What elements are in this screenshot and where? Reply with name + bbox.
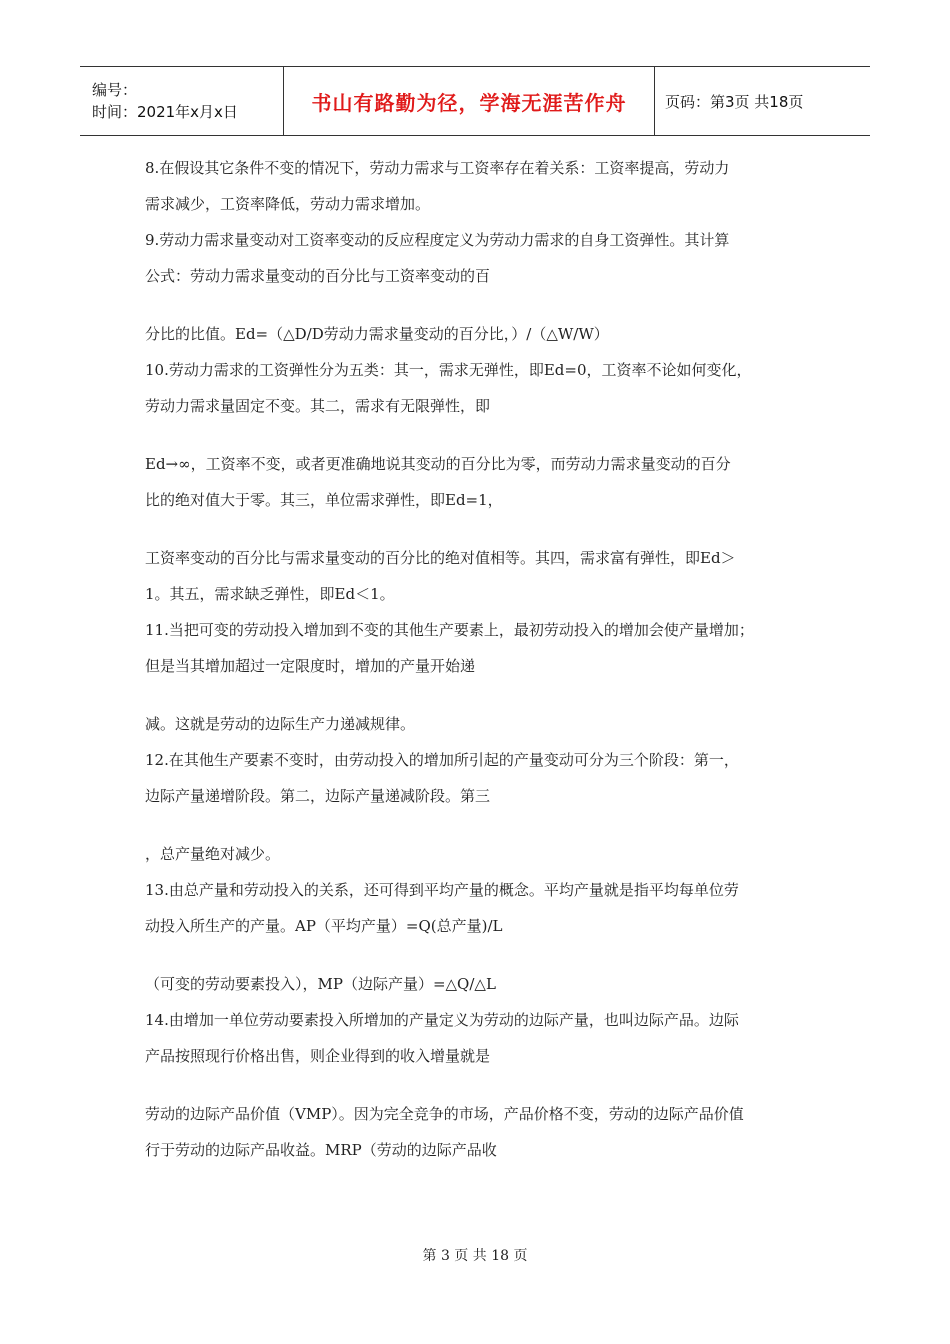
header-motto-cell xyxy=(283,67,655,135)
paragraph-gap xyxy=(145,294,815,316)
paragraph-gap xyxy=(145,944,815,966)
text-line: 工资率变动的百分比与需求量变动的百分比的绝对值相等。其四，需求富有弹性，即Ed＞ xyxy=(145,549,736,567)
text-line: 劳动力需求量固定不变。其二，需求有无限弹性，即 xyxy=(145,397,491,415)
text-line: 1。其五，需求缺乏弹性，即Ed＜1。 xyxy=(145,585,395,603)
paragraph-gap xyxy=(145,1074,815,1096)
page-footer: 第 3 页 共 18 页 xyxy=(422,1248,528,1264)
page-header xyxy=(80,66,870,136)
text-line: 13.由总产量和劳动投入的关系，还可得到平均产量的概念。平均产量就是指平均每单位劳 xyxy=(145,881,739,899)
text-line: 比的绝对值大于零。其三，单位需求弹性，即Ed=1， xyxy=(145,491,503,509)
text-line: 但是当其增加超过一定限度时，增加的产量开始递 xyxy=(145,657,476,675)
document-body xyxy=(145,150,815,1168)
motto: 书山有路勤为径，学海无涯苦作舟 xyxy=(311,90,627,115)
paragraph-gap xyxy=(145,684,815,706)
header-page-info xyxy=(655,67,870,135)
paragraph-gap xyxy=(145,814,815,836)
text-line: 行于劳动的边际产品收益。MRP（劳动的边际产品收 xyxy=(145,1141,497,1159)
text-line: 11.当把可变的劳动投入增加到不变的其他生产要素上，最初劳动投入的增加会使产量增加； xyxy=(145,621,754,639)
text-line: （可变的劳动要素投入），MP（边际产量）=△Q/△L xyxy=(145,975,496,993)
date-label: 时间：2021年x月x日 xyxy=(92,103,238,121)
text-line: 产品按照现行价格出售，则企业得到的收入增量就是 xyxy=(145,1047,491,1065)
number-label: 编号： xyxy=(92,81,138,99)
text-line: 减。这就是劳动的边际生产力递减规律。 xyxy=(145,715,416,733)
text-line: 劳动的边际产品价值（VMP）。因为完全竞争的市场，产品价格不变，劳动的边际产品价值 xyxy=(145,1105,744,1123)
text-line: 公式：劳动力需求量变动的百分比与工资率变动的百 xyxy=(145,267,491,285)
text-line: 需求减少，工资率降低，劳动力需求增加。 xyxy=(145,195,431,213)
text-line: 12.在其他生产要素不变时，由劳动投入的增加所引起的产量变动可分为三个阶段：第一， xyxy=(145,751,739,769)
text-line: 分比的比值。Ed=（△D/D劳动力需求量变动的百分比，）/（△W/W） xyxy=(145,325,609,343)
text-line: Ed→∞，工资率不变，或者更准确地说其变动的百分比为零，而劳动力需求量变动的百分 xyxy=(145,455,731,473)
text-line: 边际产量递增阶段。第二，边际产量递减阶段。第三 xyxy=(145,787,491,805)
text-line: 10.劳动力需求的工资弹性分为五类：其一，需求无弹性，即Ed=0，工资率不论如何变化， xyxy=(145,361,752,379)
paragraph-gap xyxy=(145,518,815,540)
text-line: 8.在假设其它条件不变的情况下，劳动力需求与工资率存在着关系：工资率提高，劳动力 xyxy=(145,159,730,177)
header-meta xyxy=(80,67,283,135)
text-line: 9.劳动力需求量变动对工资率变动的反应程度定义为劳动力需求的自身工资弹性。其计算 xyxy=(145,231,730,249)
text-line: ，总产量绝对减少。 xyxy=(145,845,281,863)
paragraph-gap xyxy=(145,424,815,446)
text-line: 14.由增加一单位劳动要素投入所增加的产量定义为劳动的边际产量，也叫边际产品。边际 xyxy=(145,1011,739,1029)
page-info: 页码：第3页 共18页 xyxy=(665,92,804,111)
text-line: 动投入所生产的产量。AP（平均产量）=Q(总产量)/L xyxy=(145,917,503,935)
